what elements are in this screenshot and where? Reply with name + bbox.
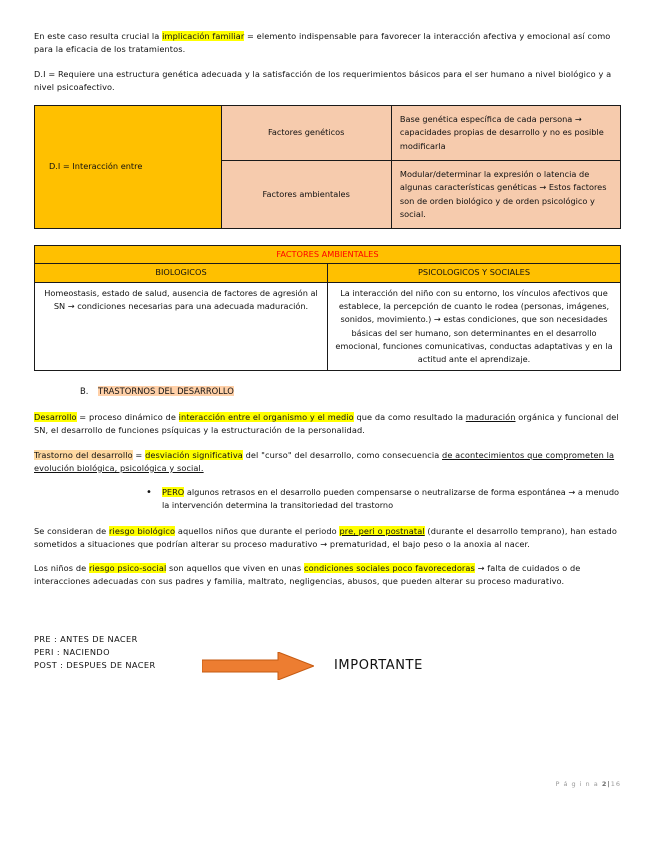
cell-factores-geneticos-desc: Base genética específica de cada persona → capacidades propias de desarrollo y no es posible modificarla: [391, 106, 620, 161]
paragraph-riesgo-psico-social: [34, 562, 621, 589]
text-run: Los niños de: [34, 563, 89, 574]
footer-middle-row: [34, 646, 621, 692]
page-label: P á g i n a: [555, 780, 599, 789]
table-row: [35, 264, 621, 282]
cell-di-interaccion-entre: D.I = Interacción entre: [35, 106, 222, 229]
cell-header-biologicos: BIOLOGICOS: [35, 264, 328, 282]
text-run: son aquellos que viven en unas: [166, 563, 304, 574]
highlight-implicacion-familiar: implicación familiar: [162, 31, 245, 41]
definition-pre: PRE : ANTES DE NACER: [34, 633, 138, 644]
bullet-pero: [34, 486, 621, 513]
highlight-desviacion-significativa: desviación significativa: [145, 449, 243, 460]
heading-trastornos-del-desarrollo: [34, 385, 621, 399]
text-run: algunos retrasos en el desarrollo pueden compensarse o neutralizarse de forma espontánea → a menudo la intervención determina la transitoriedad del trastorno: [162, 487, 620, 511]
page-total: 16: [610, 780, 621, 789]
text-run: = proceso dinámico de: [76, 411, 179, 422]
paragraph-desarrollo: [34, 411, 621, 438]
text-run: que da como resultado la: [353, 411, 466, 422]
bullet-dot-icon: •: [146, 487, 152, 499]
table-factores-ambientales: [34, 245, 621, 371]
text-run: = elemento indispensable para favorecer la interacción afectiva y emocional así como para la eficacia de los tratamientos.: [34, 31, 611, 55]
paragraph-implicacion-familiar: [34, 30, 621, 57]
definition-peri: PERI : NACIENDO: [34, 647, 110, 658]
arrow-right-icon: [202, 652, 314, 684]
cell-body-biologicos: Homeostasis, estado de salud, ausencia de factores de agresión al SN → condiciones necesarias para una adecuada maduración.: [35, 282, 328, 371]
section-letter: B.: [80, 386, 89, 397]
text-run: → falta de cuidados o de interacciones adecuadas con sus padres y familia, maltrato, negligencias, abusos, que pueden alterar su proceso madurativo.: [34, 563, 581, 587]
text-run: orgánica y funcional del SN, el desarrollo de funciones psíquicas y la estructuración de la personalidad.: [34, 411, 619, 436]
text-run: aquellos niños que durante el periodo: [175, 525, 340, 536]
highlight-condiciones-sociales: condiciones sociales poco favorecedoras: [303, 563, 475, 574]
cell-header-psicologicos-sociales: PSICOLOGICOS Y SOCIALES: [328, 264, 621, 282]
section-title-text: TRASTORNOS DEL DESARROLLO: [98, 386, 234, 397]
paragraph-di-definicion: D.I = Requiere una estructura genética adecuada y la satisfacción de los requerimientos básicos para el ser humano a nivel biológico y a nivel psicoafectivo.: [34, 68, 612, 92]
highlight-desarrollo: Desarrollo: [34, 411, 77, 422]
underline-maduracion: maduración: [465, 411, 516, 422]
highlight-trastorno-del-desarrollo: Trastorno del desarrollo: [34, 449, 133, 460]
text-run: Se consideran de: [34, 525, 110, 536]
cell-body-psicologicos-sociales: La interacción del niño con su entorno, los vínculos afectivos que establece, la percepción de cuanto le rodea (personas, imágenes, sonidos, movimiento.) → estas condiciones, que son necesidades básicas del ser humano, son determinantes en el desarrollo emocional, funciones comunicativas, conductas adaptativas y en la actitud ante el aprendizaje.: [328, 282, 621, 371]
paragraph-trastorno-del-desarrollo: [34, 449, 621, 476]
label-importante: IMPORTANTE: [334, 658, 423, 674]
table-interaccion-entre: [34, 105, 621, 229]
highlight-pero: PERO: [162, 487, 185, 498]
text-run: (durante el desarrollo temprano), han estado sometidos a situaciones que podrían alterar su proceso madurativo → prematuridad, el bajo peso o la anoxia al nacer.: [34, 525, 617, 549]
cell-factores-ambientales-title: FACTORES AMBIENTALES: [35, 246, 621, 264]
table-row: [35, 282, 621, 371]
page-number: [555, 779, 621, 790]
highlight-interaccion-organismo-medio: interacción entre el organismo y el medio: [178, 411, 354, 422]
text-run: =: [132, 449, 146, 460]
cell-factores-ambientales-desc: Modular/determinar la expresión o latencia de algunas características genéticas → Estos factores son de orden biológico y de orden psicológico y social.: [391, 160, 620, 228]
highlight-riesgo-psico-social: riesgo psico-social: [88, 563, 167, 574]
highlight-riesgo-biologico: riesgo biológico: [109, 525, 176, 536]
underline-acontecimientos: de acontecimientos que comprometen la evolución biológica, psicológica y social.: [34, 449, 615, 473]
highlight-pre-peri-postnatal: pre, peri o postnatal: [339, 525, 425, 536]
table-row: [35, 106, 621, 161]
text-run: En este caso resulta crucial la: [34, 31, 163, 41]
definition-post: POST : DESPUES DE NACER: [34, 660, 156, 671]
cell-factores-geneticos: Factores genéticos: [221, 106, 391, 161]
table-row: [35, 246, 621, 264]
footer-definitions: [34, 633, 621, 692]
page-separator: |: [607, 780, 611, 789]
cell-factores-ambientales: Factores ambientales: [221, 160, 391, 228]
text-run: del "curso" del desarrollo, como consecuencia: [242, 449, 443, 460]
paragraph-riesgo-biologico: [34, 525, 621, 552]
page-current: 2: [601, 780, 608, 789]
